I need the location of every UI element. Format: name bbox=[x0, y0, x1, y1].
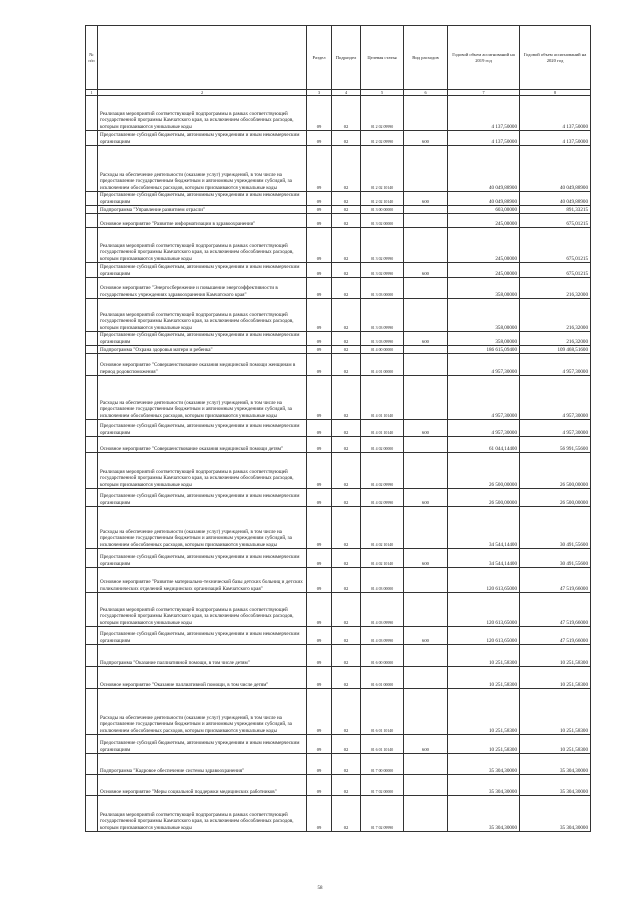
row-razdel-cell: 09 bbox=[307, 354, 332, 376]
table-row bbox=[86, 627, 591, 645]
row-amount-2019-cell: 40 049,88900 bbox=[448, 192, 520, 206]
row-number-cell bbox=[86, 796, 98, 832]
row-name-cell: Основное мероприятие "Совершенствование оказания медицинской помощи женщинам в период родовспоможения" bbox=[98, 354, 307, 376]
row-target-article-cell: 01 3 02 09990 bbox=[361, 228, 404, 263]
row-number-cell bbox=[86, 146, 98, 192]
row-number-cell bbox=[86, 332, 98, 346]
table-row bbox=[86, 131, 591, 146]
row-amount-2019-cell: 245,00000 bbox=[448, 228, 520, 263]
row-podrazdel-cell: 02 bbox=[332, 667, 361, 689]
row-podrazdel-cell: 02 bbox=[332, 489, 361, 507]
row-razdel-cell: 09 bbox=[307, 549, 332, 568]
table-row bbox=[86, 278, 591, 299]
row-razdel-cell: 09 bbox=[307, 192, 332, 206]
row-expense-type-cell bbox=[404, 507, 448, 549]
row-name-cell: Расходы на обеспечение деятельности (оказание услуг) учреждений, в том числе на предоставление государственным бюджетным и автономным учреждениям субсидий, за исключением обособленных расходов, которым присваиваются уникальные коды bbox=[98, 376, 307, 420]
row-podrazdel-cell: 02 bbox=[332, 453, 361, 489]
table-row bbox=[86, 228, 591, 263]
row-razdel-cell: 09 bbox=[307, 214, 332, 228]
table-row bbox=[86, 754, 591, 775]
row-expense-type-cell bbox=[404, 689, 448, 735]
table-row bbox=[86, 593, 591, 627]
row-podrazdel-cell: 02 bbox=[332, 214, 361, 228]
row-target-article-cell: 01 3 00 00000 bbox=[361, 206, 404, 214]
row-expense-type-cell bbox=[404, 346, 448, 354]
row-expense-type-cell bbox=[404, 376, 448, 420]
row-target-article-cell: 01 4 01 10140 bbox=[361, 420, 404, 437]
row-razdel-cell: 09 bbox=[307, 754, 332, 775]
row-number-cell bbox=[86, 96, 98, 131]
row-name-cell: Основное мероприятие "Развитие информатизации в здравоохранении" bbox=[98, 214, 307, 228]
row-number-cell bbox=[86, 346, 98, 354]
row-razdel-cell: 09 bbox=[307, 593, 332, 627]
table-row bbox=[86, 453, 591, 489]
row-amount-2019-cell: 245,00000 bbox=[448, 263, 520, 278]
row-razdel-cell: 09 bbox=[307, 775, 332, 796]
row-amount-2020-cell: 30 491,55600 bbox=[520, 507, 591, 549]
row-amount-2019-cell: 120 613,65000 bbox=[448, 627, 520, 645]
row-expense-type-cell bbox=[404, 206, 448, 214]
row-amount-2020-cell: 216,32000 bbox=[520, 278, 591, 299]
row-amount-2020-cell: 4 957,30000 bbox=[520, 354, 591, 376]
row-podrazdel-cell: 02 bbox=[332, 346, 361, 354]
table-row bbox=[86, 489, 591, 507]
row-razdel-cell: 09 bbox=[307, 332, 332, 346]
table-row bbox=[86, 332, 591, 346]
row-amount-2019-cell: 10 251,58300 bbox=[448, 667, 520, 689]
row-podrazdel-cell: 02 bbox=[332, 754, 361, 775]
row-expense-type-cell bbox=[404, 667, 448, 689]
budget-table bbox=[85, 25, 591, 832]
header-index-cell: 3 bbox=[307, 90, 332, 96]
row-target-article-cell: 01 6 00 00000 bbox=[361, 645, 404, 667]
row-razdel-cell: 09 bbox=[307, 263, 332, 278]
row-number-cell bbox=[86, 299, 98, 332]
row-podrazdel-cell: 02 bbox=[332, 775, 361, 796]
row-amount-2020-cell: 10 251,58300 bbox=[520, 689, 591, 735]
table-row bbox=[86, 507, 591, 549]
row-podrazdel-cell: 02 bbox=[332, 131, 361, 146]
row-target-article-cell: 01 4 01 00000 bbox=[361, 354, 404, 376]
row-number-cell bbox=[86, 754, 98, 775]
row-expense-type-cell: 600 bbox=[404, 263, 448, 278]
row-number-cell bbox=[86, 689, 98, 735]
row-amount-2019-cell: 358,00000 bbox=[448, 332, 520, 346]
row-target-article-cell: 01 3 02 09990 bbox=[361, 263, 404, 278]
row-target-article-cell: 01 7 02 00000 bbox=[361, 775, 404, 796]
header-index-cell: 6 bbox=[404, 90, 448, 96]
row-amount-2019-cell: 603,00000 bbox=[448, 206, 520, 214]
row-expense-type-cell: 600 bbox=[404, 332, 448, 346]
row-amount-2020-cell: 891,33215 bbox=[520, 206, 591, 214]
row-podrazdel-cell: 02 bbox=[332, 206, 361, 214]
row-amount-2019-cell: 358,00000 bbox=[448, 278, 520, 299]
table-row bbox=[86, 549, 591, 568]
row-amount-2020-cell: 26 500,00000 bbox=[520, 489, 591, 507]
row-target-article-cell: 01 7 02 09990 bbox=[361, 796, 404, 832]
row-razdel-cell: 09 bbox=[307, 453, 332, 489]
row-target-article-cell: 01 3 03 09990 bbox=[361, 332, 404, 346]
row-name-cell: Расходы на обеспечение деятельности (оказание услуг) учреждений, в том числе на предоставление государственным бюджетным и автономным учреждениям субсидий, за исключением обособленных расходов, которым присваиваются уникальные коды bbox=[98, 507, 307, 549]
row-podrazdel-cell: 02 bbox=[332, 228, 361, 263]
row-amount-2020-cell: 35 304,30000 bbox=[520, 754, 591, 775]
row-name-cell: Предоставление субсидий бюджетным, автономным учреждениям и иным некоммерческим организациям bbox=[98, 627, 307, 645]
row-amount-2020-cell: 4 957,30000 bbox=[520, 420, 591, 437]
row-target-article-cell: 01 4 02 00000 bbox=[361, 437, 404, 453]
row-number-cell bbox=[86, 214, 98, 228]
row-amount-2020-cell: 40 049,88900 bbox=[520, 192, 591, 206]
row-target-article-cell: 01 4 00 00000 bbox=[361, 346, 404, 354]
row-expense-type-cell: 600 bbox=[404, 549, 448, 568]
row-amount-2020-cell: 10 251,58300 bbox=[520, 735, 591, 754]
row-expense-type-cell: 600 bbox=[404, 192, 448, 206]
row-amount-2020-cell: 40 049,88900 bbox=[520, 146, 591, 192]
table-row bbox=[86, 346, 591, 354]
table-header bbox=[86, 26, 591, 96]
row-amount-2019-cell: 61 044,14400 bbox=[448, 437, 520, 453]
row-amount-2020-cell: 26 500,00000 bbox=[520, 453, 591, 489]
table-row bbox=[86, 667, 591, 689]
row-amount-2020-cell: 4 137,50000 bbox=[520, 131, 591, 146]
row-expense-type-cell bbox=[404, 299, 448, 332]
row-name-cell: Реализация мероприятий соответствующей подпрограммы в рамках соответствующей государственной программы Камчатского края, за исключением обособленных расходов, которым присваиваются уникальные коды bbox=[98, 96, 307, 131]
header-razdel: Раздел bbox=[307, 26, 332, 90]
row-name-cell: Реализация мероприятий соответствующей подпрограммы в рамках соответствующей государственной программы Камчатского края, за исключением обособленных расходов, которым присваиваются уникальные коды bbox=[98, 453, 307, 489]
row-amount-2020-cell: 35 304,30000 bbox=[520, 796, 591, 832]
row-expense-type-cell bbox=[404, 354, 448, 376]
row-amount-2019-cell: 4 137,50000 bbox=[448, 131, 520, 146]
row-razdel-cell: 09 bbox=[307, 299, 332, 332]
header-index-cell: 2 bbox=[98, 90, 307, 96]
row-name-cell: Расходы на обеспечение деятельности (оказание услуг) учреждений, в том числе на предоставление государственным бюджетным и автономным учреждениям субсидий, за исключением обособленных расходов, которым присваиваются уникальные коды bbox=[98, 689, 307, 735]
row-name-cell: Предоставление субсидий бюджетным, автономным учреждениям и иным некоммерческим организациям bbox=[98, 192, 307, 206]
row-expense-type-cell bbox=[404, 437, 448, 453]
row-expense-type-cell: 600 bbox=[404, 489, 448, 507]
row-amount-2019-cell: 4 957,30000 bbox=[448, 420, 520, 437]
header-index-cell: 5 bbox=[361, 90, 404, 96]
row-name-cell: Основное мероприятие "Энергосбережение и повышение энергоэффективности в государственных учреждениях здравоохранения Камчатского края" bbox=[98, 278, 307, 299]
table-row bbox=[86, 689, 591, 735]
row-amount-2020-cell: 216,32000 bbox=[520, 299, 591, 332]
row-podrazdel-cell: 02 bbox=[332, 627, 361, 645]
row-razdel-cell: 09 bbox=[307, 437, 332, 453]
row-expense-type-cell: 600 bbox=[404, 420, 448, 437]
row-number-cell bbox=[86, 192, 98, 206]
table-row bbox=[86, 214, 591, 228]
row-expense-type-cell bbox=[404, 214, 448, 228]
table-row bbox=[86, 146, 591, 192]
row-razdel-cell: 09 bbox=[307, 627, 332, 645]
row-amount-2019-cell: 4 957,30000 bbox=[448, 354, 520, 376]
row-podrazdel-cell: 02 bbox=[332, 593, 361, 627]
row-number-cell bbox=[86, 131, 98, 146]
row-target-article-cell: 01 4 01 10140 bbox=[361, 376, 404, 420]
row-podrazdel-cell: 02 bbox=[332, 192, 361, 206]
row-number-cell bbox=[86, 568, 98, 593]
row-razdel-cell: 09 bbox=[307, 689, 332, 735]
row-expense-type-cell: 600 bbox=[404, 735, 448, 754]
row-amount-2020-cell: 35 304,30000 bbox=[520, 775, 591, 796]
row-podrazdel-cell: 02 bbox=[332, 796, 361, 832]
row-amount-2019-cell: 10 251,58300 bbox=[448, 735, 520, 754]
row-name-cell: Основное мероприятие "Оказание паллиативной помощи, в том числе детям" bbox=[98, 667, 307, 689]
row-name-cell: Расходы на обеспечение деятельности (оказание услуг) учреждений, в том числе на предоставление государственным бюджетным и автономным учреждениям субсидий, за исключением обособленных расходов, которым присваиваются уникальные коды bbox=[98, 146, 307, 192]
row-expense-type-cell bbox=[404, 278, 448, 299]
table-row bbox=[86, 437, 591, 453]
page-number: 58 bbox=[317, 886, 323, 891]
row-expense-type-cell bbox=[404, 593, 448, 627]
table-row bbox=[86, 192, 591, 206]
row-amount-2020-cell: 47 519,66000 bbox=[520, 627, 591, 645]
row-amount-2019-cell: 35 304,30000 bbox=[448, 775, 520, 796]
table-row bbox=[86, 299, 591, 332]
row-podrazdel-cell: 02 bbox=[332, 146, 361, 192]
row-expense-type-cell bbox=[404, 796, 448, 832]
table-row bbox=[86, 376, 591, 420]
row-razdel-cell: 09 bbox=[307, 146, 332, 192]
table-row bbox=[86, 645, 591, 667]
row-razdel-cell: 09 bbox=[307, 489, 332, 507]
header-name bbox=[98, 26, 307, 90]
row-target-article-cell: 01 2 02 09990 bbox=[361, 131, 404, 146]
row-expense-type-cell bbox=[404, 645, 448, 667]
row-name-cell: Подпрограмма "Оказание паллиативной помощи, в том числе детям" bbox=[98, 645, 307, 667]
row-number-cell bbox=[86, 549, 98, 568]
row-amount-2020-cell: 675,01215 bbox=[520, 214, 591, 228]
row-target-article-cell: 01 4 03 09990 bbox=[361, 593, 404, 627]
row-name-cell: Основное мероприятие "Развитие материально-технической базы детских больниц и детских поликлинических отделений медицинских организаций Камчатского края" bbox=[98, 568, 307, 593]
row-number-cell bbox=[86, 420, 98, 437]
header-expense-type: Вид расходов bbox=[404, 26, 448, 90]
table-row bbox=[86, 354, 591, 376]
row-amount-2020-cell: 4 137,50000 bbox=[520, 96, 591, 131]
row-target-article-cell: 01 6 01 10140 bbox=[361, 689, 404, 735]
row-podrazdel-cell: 02 bbox=[332, 568, 361, 593]
row-target-article-cell: 01 4 02 09990 bbox=[361, 453, 404, 489]
row-number-cell bbox=[86, 735, 98, 754]
row-razdel-cell: 09 bbox=[307, 667, 332, 689]
table-row bbox=[86, 796, 591, 832]
row-expense-type-cell bbox=[404, 453, 448, 489]
row-amount-2020-cell: 56 991,55600 bbox=[520, 437, 591, 453]
row-number-cell bbox=[86, 667, 98, 689]
row-number-cell bbox=[86, 206, 98, 214]
table-row bbox=[86, 206, 591, 214]
row-name-cell: Основное мероприятие "Меры социальной поддержки медицинских работников" bbox=[98, 775, 307, 796]
row-number-cell bbox=[86, 507, 98, 549]
row-podrazdel-cell: 02 bbox=[332, 549, 361, 568]
row-podrazdel-cell: 02 bbox=[332, 437, 361, 453]
table-row bbox=[86, 96, 591, 131]
row-number-cell bbox=[86, 437, 98, 453]
row-number-cell bbox=[86, 645, 98, 667]
row-number-cell bbox=[86, 263, 98, 278]
header-num: № п/п bbox=[86, 26, 98, 90]
row-razdel-cell: 09 bbox=[307, 507, 332, 549]
row-name-cell: Предоставление субсидий бюджетным, автономным учреждениям и иным некоммерческим организациям bbox=[98, 420, 307, 437]
row-podrazdel-cell: 02 bbox=[332, 332, 361, 346]
row-amount-2019-cell: 10 251,58300 bbox=[448, 645, 520, 667]
row-name-cell: Предоставление субсидий бюджетным, автономным учреждениям и иным некоммерческим организациям bbox=[98, 131, 307, 146]
row-number-cell bbox=[86, 489, 98, 507]
row-target-article-cell: 01 6 01 00000 bbox=[361, 667, 404, 689]
row-amount-2020-cell: 10 251,58300 bbox=[520, 645, 591, 667]
row-podrazdel-cell: 02 bbox=[332, 376, 361, 420]
row-number-cell bbox=[86, 376, 98, 420]
row-name-cell: Подпрограмма "Кадровое обеспечение системы здравоохранения" bbox=[98, 754, 307, 775]
row-amount-2019-cell: 34 544,14400 bbox=[448, 549, 520, 568]
row-amount-2020-cell: 675,01215 bbox=[520, 263, 591, 278]
row-expense-type-cell: 600 bbox=[404, 131, 448, 146]
table-body bbox=[86, 96, 591, 832]
row-amount-2019-cell: 10 251,58300 bbox=[448, 689, 520, 735]
row-podrazdel-cell: 02 bbox=[332, 507, 361, 549]
header-podrazdel: Подраздел bbox=[332, 26, 361, 90]
row-expense-type-cell: 600 bbox=[404, 627, 448, 645]
row-target-article-cell: 01 3 03 09990 bbox=[361, 299, 404, 332]
row-podrazdel-cell: 02 bbox=[332, 263, 361, 278]
row-expense-type-cell bbox=[404, 775, 448, 796]
row-podrazdel-cell: 02 bbox=[332, 735, 361, 754]
row-expense-type-cell bbox=[404, 228, 448, 263]
row-name-cell: Подпрограмма "Управление развитием отрасли" bbox=[98, 206, 307, 214]
row-razdel-cell: 09 bbox=[307, 376, 332, 420]
row-name-cell: Подпрограмма "Охрана здоровья матери и ребенка" bbox=[98, 346, 307, 354]
header-index-cell: 8 bbox=[520, 90, 591, 96]
row-amount-2019-cell: 120 613,65000 bbox=[448, 593, 520, 627]
row-razdel-cell: 09 bbox=[307, 206, 332, 214]
row-target-article-cell: 01 2 02 10140 bbox=[361, 192, 404, 206]
row-amount-2020-cell: 4 957,30000 bbox=[520, 376, 591, 420]
row-amount-2019-cell: 34 544,14400 bbox=[448, 507, 520, 549]
row-amount-2019-cell: 120 613,65000 bbox=[448, 568, 520, 593]
row-razdel-cell: 09 bbox=[307, 735, 332, 754]
row-podrazdel-cell: 02 bbox=[332, 645, 361, 667]
row-amount-2019-cell: 4 137,50000 bbox=[448, 96, 520, 131]
row-amount-2020-cell: 30 491,55600 bbox=[520, 549, 591, 568]
row-name-cell: Предоставление субсидий бюджетным, автономным учреждениям и иным некоммерческим организациям bbox=[98, 549, 307, 568]
row-number-cell bbox=[86, 354, 98, 376]
row-target-article-cell: 01 6 01 10140 bbox=[361, 735, 404, 754]
table-row bbox=[86, 263, 591, 278]
row-number-cell bbox=[86, 278, 98, 299]
row-amount-2019-cell: 4 957,30000 bbox=[448, 376, 520, 420]
row-razdel-cell: 09 bbox=[307, 228, 332, 263]
row-amount-2019-cell: 35 304,30000 bbox=[448, 796, 520, 832]
row-razdel-cell: 09 bbox=[307, 645, 332, 667]
row-target-article-cell: 01 4 03 00000 bbox=[361, 568, 404, 593]
row-target-article-cell: 01 4 02 10140 bbox=[361, 507, 404, 549]
row-amount-2020-cell: 216,32000 bbox=[520, 332, 591, 346]
row-target-article-cell: 01 7 00 00000 bbox=[361, 754, 404, 775]
row-amount-2020-cell: 109 468,51600 bbox=[520, 346, 591, 354]
row-expense-type-cell bbox=[404, 754, 448, 775]
header-year-2019: Годовой объем ассигнований на 2019 год bbox=[448, 26, 520, 90]
row-name-cell: Предоставление субсидий бюджетным, автономным учреждениям и иным некоммерческим организациям bbox=[98, 735, 307, 754]
row-name-cell: Основное мероприятие "Совершенствование оказания медицинской помощи детям" bbox=[98, 437, 307, 453]
row-amount-2020-cell: 10 251,58300 bbox=[520, 667, 591, 689]
table-row bbox=[86, 775, 591, 796]
row-amount-2019-cell: 40 049,88900 bbox=[448, 146, 520, 192]
row-amount-2019-cell: 245,00000 bbox=[448, 214, 520, 228]
row-target-article-cell: 01 4 02 10140 bbox=[361, 549, 404, 568]
row-podrazdel-cell: 02 bbox=[332, 420, 361, 437]
row-target-article-cell: 01 3 03 00000 bbox=[361, 278, 404, 299]
row-name-cell: Реализация мероприятий соответствующей подпрограммы в рамках соответствующей государственной программы Камчатского края, за исключением обособленных расходов, которым присваиваются уникальные коды bbox=[98, 228, 307, 263]
row-razdel-cell: 09 bbox=[307, 131, 332, 146]
row-razdel-cell: 09 bbox=[307, 420, 332, 437]
table-row bbox=[86, 735, 591, 754]
row-amount-2020-cell: 47 519,66000 bbox=[520, 568, 591, 593]
header-target-article: Целевая статья bbox=[361, 26, 404, 90]
row-razdel-cell: 09 bbox=[307, 96, 332, 131]
header-index-cell: 7 bbox=[448, 90, 520, 96]
row-amount-2019-cell: 35 304,30000 bbox=[448, 754, 520, 775]
row-name-cell: Реализация мероприятий соответствующей подпрограммы в рамках соответствующей государственной программы Камчатского края, за исключением обособленных расходов, которым присваиваются уникальные коды bbox=[98, 796, 307, 832]
row-amount-2019-cell: 186 615,09400 bbox=[448, 346, 520, 354]
row-razdel-cell: 09 bbox=[307, 796, 332, 832]
row-amount-2019-cell: 26 500,00000 bbox=[448, 453, 520, 489]
row-amount-2019-cell: 358,00000 bbox=[448, 299, 520, 332]
row-podrazdel-cell: 02 bbox=[332, 96, 361, 131]
row-target-article-cell: 01 4 02 09990 bbox=[361, 489, 404, 507]
row-number-cell bbox=[86, 453, 98, 489]
header-year-2020: Годовой объем ассигнований на 2020 год bbox=[520, 26, 591, 90]
row-name-cell: Реализация мероприятий соответствующей подпрограммы в рамках соответствующей государственной программы Камчатского края, за исключением обособленных расходов, которым присваиваются уникальные коды bbox=[98, 299, 307, 332]
row-target-article-cell: 01 2 02 10140 bbox=[361, 146, 404, 192]
row-podrazdel-cell: 02 bbox=[332, 299, 361, 332]
row-expense-type-cell bbox=[404, 146, 448, 192]
row-name-cell: Предоставление субсидий бюджетным, автономным учреждениям и иным некоммерческим организациям bbox=[98, 263, 307, 278]
row-target-article-cell: 01 3 02 00000 bbox=[361, 214, 404, 228]
row-podrazdel-cell: 02 bbox=[332, 689, 361, 735]
row-amount-2020-cell: 47 519,66000 bbox=[520, 593, 591, 627]
row-target-article-cell: 01 4 03 09990 bbox=[361, 627, 404, 645]
row-razdel-cell: 09 bbox=[307, 278, 332, 299]
row-name-cell: Предоставление субсидий бюджетным, автономным учреждениям и иным некоммерческим организациям bbox=[98, 332, 307, 346]
row-podrazdel-cell: 02 bbox=[332, 354, 361, 376]
row-number-cell bbox=[86, 627, 98, 645]
table-row bbox=[86, 420, 591, 437]
row-razdel-cell: 09 bbox=[307, 346, 332, 354]
header-index-cell: 4 bbox=[332, 90, 361, 96]
row-podrazdel-cell: 02 bbox=[332, 278, 361, 299]
row-name-cell: Предоставление субсидий бюджетным, автономным учреждениям и иным некоммерческим организациям bbox=[98, 489, 307, 507]
row-expense-type-cell bbox=[404, 568, 448, 593]
row-amount-2020-cell: 675,01215 bbox=[520, 228, 591, 263]
header-index-cell: 1 bbox=[86, 90, 98, 96]
row-amount-2019-cell: 26 500,00000 bbox=[448, 489, 520, 507]
row-number-cell bbox=[86, 593, 98, 627]
row-razdel-cell: 09 bbox=[307, 568, 332, 593]
row-expense-type-cell bbox=[404, 96, 448, 131]
row-target-article-cell: 01 2 02 09990 bbox=[361, 96, 404, 131]
table-row bbox=[86, 568, 591, 593]
row-number-cell bbox=[86, 775, 98, 796]
row-name-cell: Реализация мероприятий соответствующей подпрограммы в рамках соответствующей государственной программы Камчатского края, за исключением обособленных расходов, которым присваиваются уникальные коды bbox=[98, 593, 307, 627]
row-number-cell bbox=[86, 228, 98, 263]
